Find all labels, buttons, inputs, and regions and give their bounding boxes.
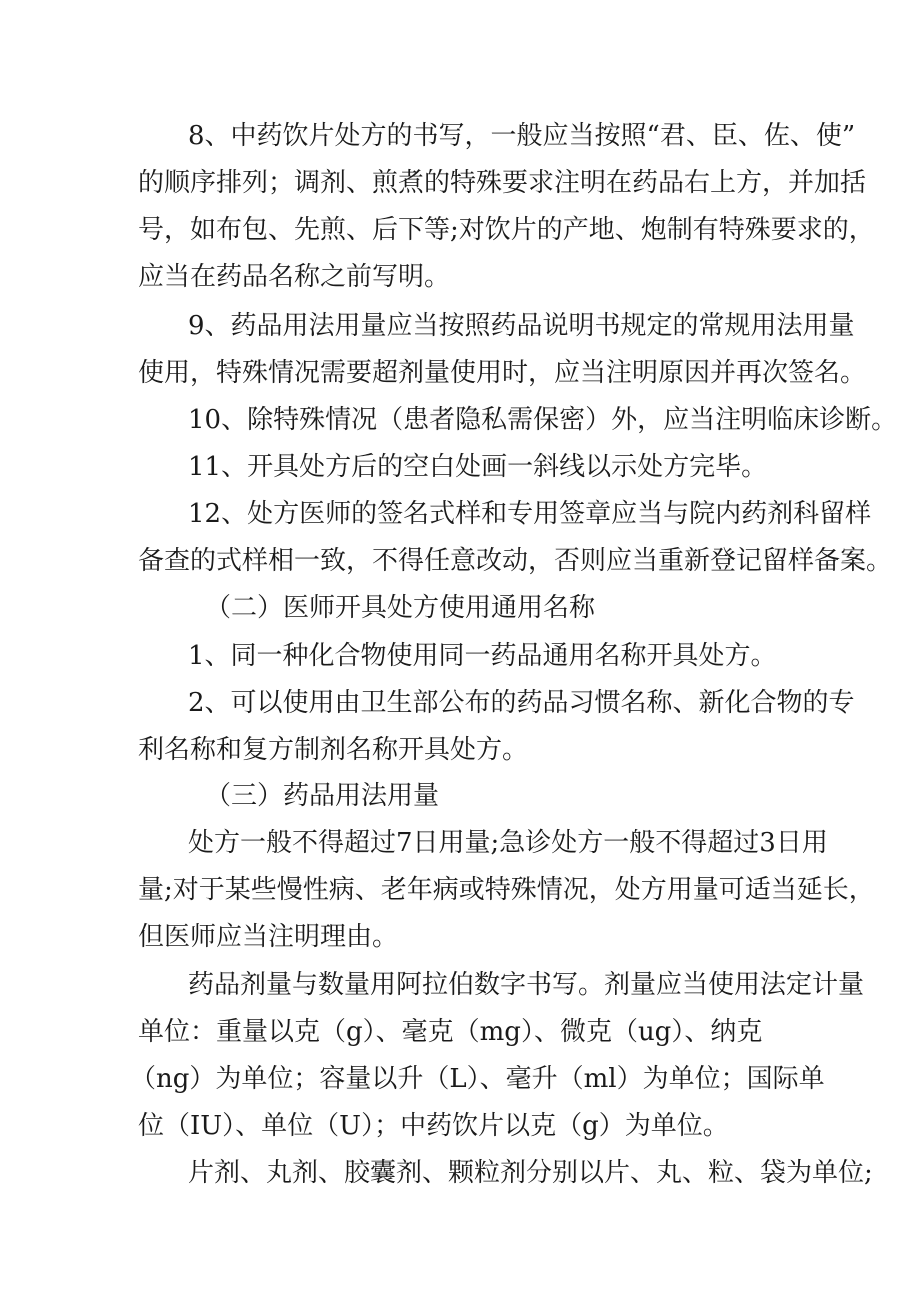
units-paragraph-line-4: 位（IU）、单位（U）；中药饮片以克（g）为单位。 <box>138 1111 729 1141</box>
paragraph-11: 11、开具处方后的空白处画一斜线以示处方完毕。 <box>188 452 768 482</box>
dosage-paragraph-line-2: 量;对于某些慢性病、老年病或特殊情况，处方用量可适当延长， <box>138 875 875 905</box>
units-paragraph-line-3: （ng）为单位；容量以升（L）、毫升（ml）为单位；国际单 <box>130 1064 825 1094</box>
item-2-line-1: 2、可以使用由卫生部公布的药品习惯名称、新化合物的专 <box>188 688 855 718</box>
item-2-line-2: 利名称和复方制剂名称开具处方。 <box>138 735 529 765</box>
paragraph-9-line-1: 9、药品用法用量应当按照药品说明书规定的常规用法用量 <box>188 311 855 341</box>
dosage-paragraph-line-1: 处方一般不得超过7日用量;急诊处方一般不得超过3日用 <box>188 828 828 858</box>
paragraph-8-line-2: 的顺序排列；调剂、煎煮的特殊要求注明在药品右上方，并加括 <box>138 168 867 198</box>
paragraph-9-line-2: 使用，特殊情况需要超剂量使用时，应当注明原因并再次签名。 <box>138 358 867 388</box>
units-paragraph-line-2: 单位：重量以克（g）、毫克（mg）、微克（ug）、纳克 <box>138 1017 763 1047</box>
section-heading-3: （三）药品用法用量 <box>205 781 440 811</box>
paragraph-12-line-2: 备查的式样相一致，不得任意改动，否则应当重新登记留样备案。 <box>138 546 893 576</box>
paragraph-8-line-3: 号，如布包、先煎、后下等;对饮片的产地、炮制有特殊要求的， <box>138 215 875 245</box>
dosage-paragraph-line-3: 但医师应当注明理由。 <box>138 922 399 952</box>
paragraph-12-line-1: 12、处方医师的签名式样和专用签章应当与院内药剂科留样 <box>188 499 872 529</box>
item-1: 1、同一种化合物使用同一药品通用名称开具处方。 <box>188 641 777 671</box>
paragraph-8-line-4: 应当在药品名称之前写明。 <box>138 262 451 292</box>
paragraph-8-line-1: 8、中药饮片处方的书写，一般应当按照“君、臣、佐、使” <box>188 121 856 151</box>
section-heading-2: （二）医师开具处方使用通用名称 <box>205 593 596 623</box>
paragraph-10: 10、除特殊情况（患者隐私需保密）外，应当注明临床诊断。 <box>188 405 898 435</box>
dosage-form-paragraph-line-1: 片剂、丸剂、胶囊剂、颗粒剂分别以片、丸、粒、袋为单位; <box>188 1158 873 1188</box>
units-paragraph-line-1: 药品剂量与数量用阿拉伯数字书写。剂量应当使用法定计量 <box>188 970 865 1000</box>
